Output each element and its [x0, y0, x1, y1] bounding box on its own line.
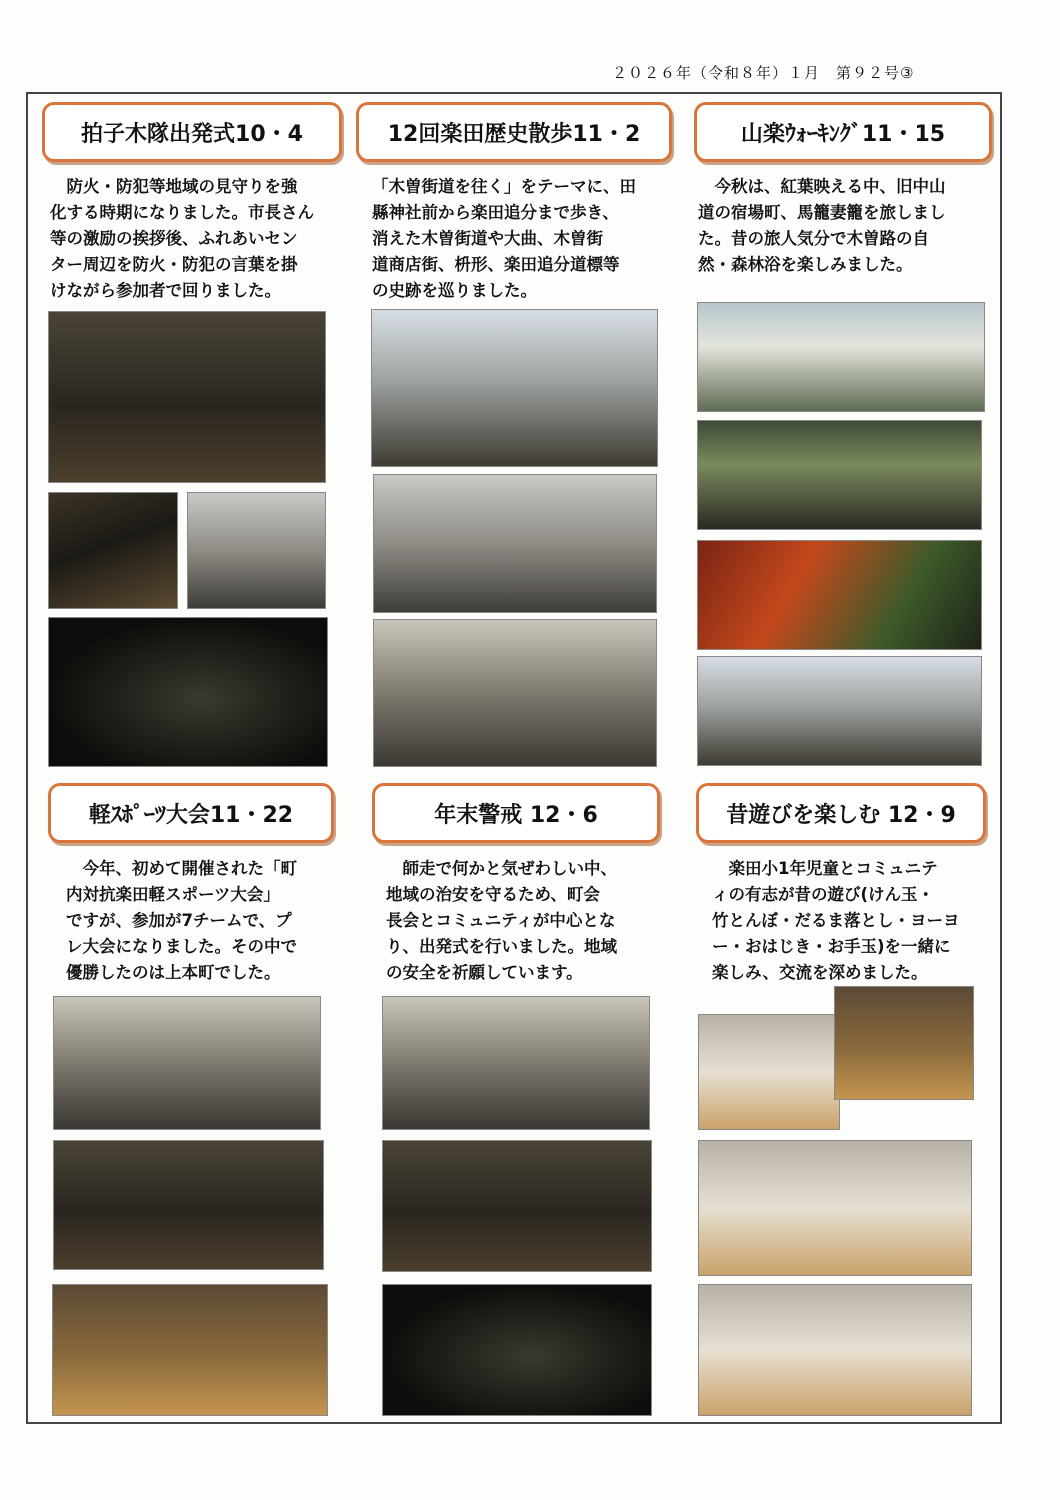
article-title-year-end: 年末警戒 12・6	[372, 783, 660, 843]
photo-old-games-classroom	[698, 1284, 972, 1416]
article-title-walking: 山楽ｳｫｰｷﾝｸﾞ11・15	[694, 102, 992, 162]
photo-year-end-patrol	[382, 1284, 652, 1416]
article-body-old-games: 楽田小1年児童とコミュニテ ィの有志が昔の遊び(けん玉・ 竹とんぼ・だるま落とし・ヨーヨ ー・おはじき・お手玉)を一緒に 楽しみ、交流を深めました。	[712, 859, 960, 982]
article-body-year-end: 師走で何かと気ぜわしい中、 地域の治安を守るため、町会 長会とコミュニティが中心とな り、出発式を行いました。地域 の安全を祈願しています。	[386, 859, 617, 982]
photo-sports-team	[53, 996, 321, 1130]
photo-old-games-courtyard	[698, 1140, 972, 1276]
photo-year-end-game	[382, 996, 650, 1130]
article-body-walking: 今秋は、紅葉映える中、旧中山 道の宿場町、馬籠妻籠を旅しまし た。昔の旅人気分で木曽路の自 然・森林浴を楽しみました。	[698, 177, 946, 274]
photo-history-street	[373, 474, 657, 613]
photo-old-games-room	[698, 1014, 840, 1130]
photo-walking-group	[697, 302, 985, 412]
photo-walking-forest	[697, 420, 982, 530]
photo-walking-pass	[697, 656, 982, 766]
article-title-hyoshigi: 拍子木隊出発式10・4	[42, 102, 342, 162]
photo-hyoshigi-speaker2	[187, 492, 326, 609]
article-body-hyoshigi: 防火・防犯等地域の見守りを強 化する時期になりました。市長さん 等の激励の挨拶後、ふれあいセン ター周辺を防火・防犯の言葉を掛 けながら参加者で回りました。	[50, 177, 314, 300]
photo-hyoshigi-patrol	[48, 617, 328, 767]
issue-header: ２０２６年（令和８年）１月 第９２号③	[612, 64, 915, 82]
photo-history-signpost	[373, 619, 657, 767]
photo-history-group	[371, 309, 658, 467]
photo-old-games-floor	[834, 986, 974, 1100]
article-body-sports: 今年、初めて開催された「町 内対抗楽田軽スポーツ大会」 ですが、参加が7チームで、プ レ大会になりました。その中で 優勝したのは上本町でした。	[66, 859, 297, 982]
article-title-old-games: 昔遊びを楽しむ 12・9	[696, 783, 986, 843]
article-title-sports: 軽ｽﾎﾟｰﾂ大会11・22	[48, 783, 334, 843]
photo-sports-gym	[52, 1284, 328, 1416]
photo-year-end-meeting	[382, 1140, 652, 1272]
photo-walking-autumn	[697, 540, 982, 650]
article-title-history-walk: 12回楽田歴史散歩11・2	[356, 102, 672, 162]
photo-sports-audience	[53, 1140, 324, 1270]
photo-hyoshigi-speaker1	[48, 492, 178, 609]
article-body-history-walk: 「木曽街道を往く」をテーマに、田 縣神社前から楽田追分まで歩き、 消えた木曽街道や大曲、木曽街 道商店街、枡形、楽田追分道標等 の史跡を巡りました。	[372, 177, 636, 300]
photo-hyoshigi-ceremony	[48, 311, 326, 483]
